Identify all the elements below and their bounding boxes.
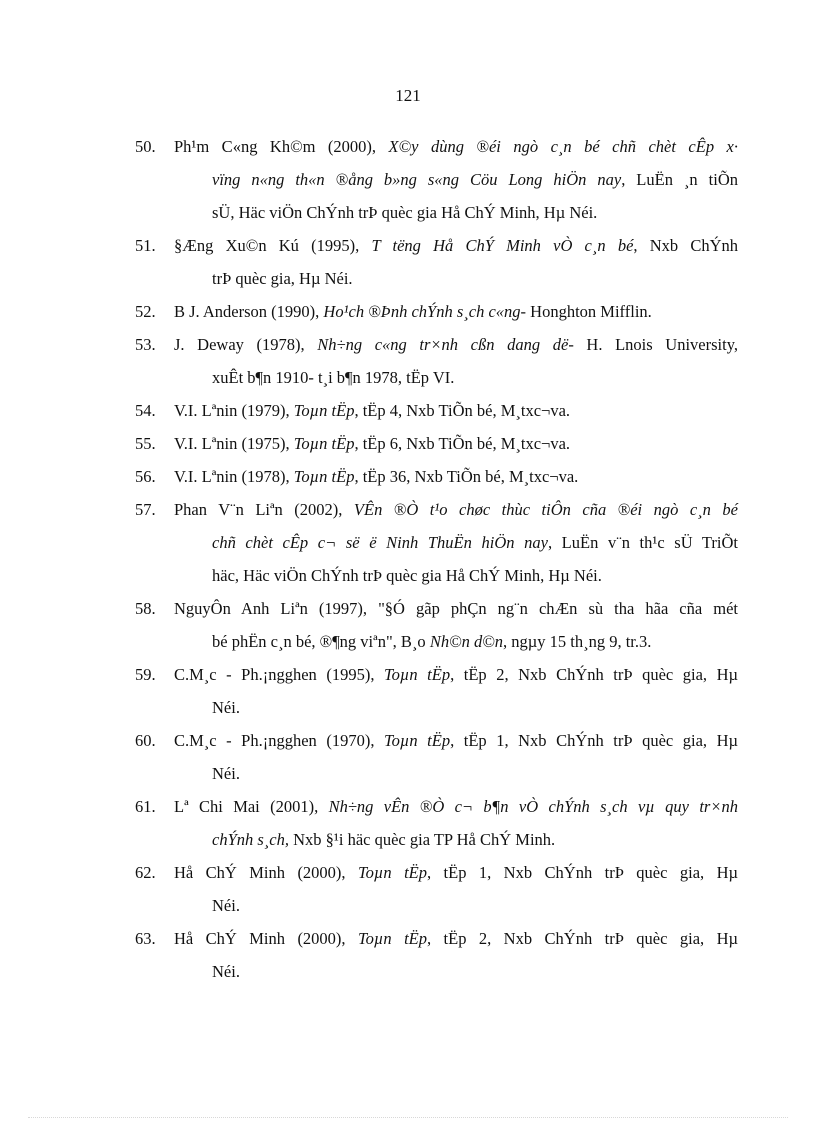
reference-text: , LuËn ¸n tiÕn [621, 170, 738, 189]
reference-line [212, 889, 240, 922]
reference-text: , tËp 2, Nxb ChÝnh trÞ quèc gia, Hµ [450, 665, 738, 684]
bottom-divider [28, 1117, 788, 1118]
reference-text: trÞ quèc gia, Hµ Néi. [212, 269, 353, 288]
reference-text: , tËp 4, Nxb TiÕn bé, M¸txc¬va. [354, 401, 571, 420]
reference-title-text: Toµn tËp [293, 434, 355, 453]
reference-text: , tËp 6, Nxb TiÕn bé, M¸txc¬va. [354, 434, 571, 453]
reference-text: häc, Häc viÖn ChÝnh trÞ quèc gia Hå ChÝ Minh, Hµ Néi. [212, 566, 602, 585]
reference-title-text: Toµn tËp [383, 731, 451, 750]
reference-number: 62. [135, 863, 156, 882]
reference-text: , tËp 1, Nxb ChÝnh trÞ quèc gia, Hµ [427, 863, 739, 882]
reference-number: 54. [135, 401, 156, 420]
reference-number: 60. [135, 731, 156, 750]
reference-text: Phan V¨n Liªn (2002), [174, 500, 354, 519]
reference-title-text: X©y dùng ®éi ngò c¸n bé chñ chèt cÊp x· [388, 137, 738, 156]
reference-title-text: Toµn tËp [357, 863, 427, 882]
reference-line [212, 559, 602, 592]
reference-title-text: Toµn tËp [293, 467, 355, 486]
reference-text: sÜ, Häc viÖn ChÝnh trÞ quèc gia Hå ChÝ Minh, Hµ Néi. [212, 203, 598, 222]
reference-text: Néi. [212, 962, 240, 981]
reference-number: 50. [135, 137, 156, 156]
reference-line [174, 658, 738, 691]
reference-title-text: Toµn tËp [383, 665, 451, 684]
reference-line [212, 196, 597, 229]
reference-text: , tËp 1, Nxb ChÝnh trÞ quèc gia, Hµ [450, 731, 738, 750]
reference-text: bé phËn c¸n bé, ®¶ng viªn", B¸o [212, 632, 430, 651]
page-number: 121 [395, 86, 421, 105]
reference-line [174, 460, 578, 493]
reference-number: 59. [135, 665, 156, 684]
reference-text: §Æng Xu©n Kú (1995), [174, 236, 372, 255]
reference-line [174, 328, 738, 361]
reference-number: 61. [135, 797, 156, 816]
reference-text: B J. Anderson (1990), [174, 302, 324, 321]
reference-number: 52. [135, 302, 156, 321]
reference-text: - H. Lnois University, [568, 335, 739, 354]
reference-text: Néi. [212, 896, 240, 915]
reference-number: 63. [135, 929, 156, 948]
reference-line [174, 427, 570, 460]
reference-line [212, 526, 738, 559]
reference-number: 55. [135, 434, 156, 453]
reference-number: 51. [135, 236, 156, 255]
reference-line [174, 130, 738, 163]
reference-title-text: Nh©n d©n [429, 632, 504, 651]
reference-line [174, 295, 652, 328]
reference-text: - Honghton Mifflin. [520, 302, 652, 321]
reference-title-text: T tëng Hå ChÝ Minh vÒ c¸n bé [371, 236, 634, 255]
reference-title-text: chÝnh s¸ch, [212, 830, 289, 849]
reference-line [174, 790, 738, 823]
reference-text: V.I. Lªnin (1979), [174, 401, 294, 420]
reference-line [174, 394, 570, 427]
reference-title-text: Nh÷ng vÊn ®Ò c¬ b¶n vÒ chÝnh s¸ch vµ quy tr×nh [328, 797, 738, 816]
reference-number: 58. [135, 599, 156, 618]
reference-text: Néi. [212, 698, 240, 717]
reference-text: Lª Chi Mai (2001), [174, 797, 329, 816]
reference-text: xuÊt b¶n 1910- t¸i b¶n 1978, tËp VI. [212, 368, 455, 387]
reference-text: Hå ChÝ Minh (2000), [174, 929, 358, 948]
reference-text: , LuËn v¨n th¹c sÜ TriÕt [547, 533, 739, 552]
reference-title-text: Nh÷ng c«ng tr×nh cßn dang dë [317, 335, 569, 354]
reference-line [212, 691, 240, 724]
reference-text: , tËp 2, Nxb ChÝnh trÞ quèc gia, Hµ [427, 929, 739, 948]
reference-title-text: vïng n«ng th«n ®ång b»ng s«ng Cöu Long hiÖn nay [212, 170, 622, 189]
reference-line [212, 757, 240, 790]
reference-line [212, 955, 240, 988]
reference-line [174, 493, 738, 526]
reference-line [174, 229, 738, 262]
reference-text: , ngµy 15 th¸ng 9, tr.3. [503, 632, 652, 651]
reference-title-text: Toµn tËp [357, 929, 427, 948]
reference-text: J. Deway (1978), [174, 335, 318, 354]
reference-line [212, 361, 454, 394]
reference-line [212, 625, 651, 658]
reference-text: Néi. [212, 764, 240, 783]
reference-title-text: Ho¹ch ®Þnh chÝnh s¸ch c«ng [323, 302, 521, 321]
reference-line [174, 922, 738, 955]
reference-text: Hå ChÝ Minh (2000), [174, 863, 358, 882]
reference-number: 53. [135, 335, 156, 354]
reference-number: 57. [135, 500, 156, 519]
reference-title-text: chñ chèt cÊp c¬ së ë Ninh ThuËn hiÖn nay [212, 533, 548, 552]
reference-line [212, 823, 555, 856]
reference-text: , Nxb ChÝnh [633, 236, 739, 255]
reference-line [174, 856, 738, 889]
reference-line [174, 724, 738, 757]
reference-text: V.I. Lªnin (1978), [174, 467, 294, 486]
reference-title-text: VÊn ®Ò t¹o chøc thùc tiÔn cña ®éi ngò c¸n bé [353, 500, 738, 519]
reference-line [212, 163, 738, 196]
reference-text: V.I. Lªnin (1975), [174, 434, 294, 453]
reference-text: NguyÔn Anh Liªn (1997), "§Ó gãp phÇn ng¨n chÆn sù tha hãa cña mét [174, 599, 738, 618]
reference-number: 56. [135, 467, 156, 486]
reference-text: C.M¸c - Ph.¡ngghen (1995), [174, 665, 384, 684]
reference-line [174, 592, 738, 625]
reference-title-text: Toµn tËp [293, 401, 355, 420]
reference-text: , tËp 36, Nxb TiÕn bé, M¸txc¬va. [354, 467, 579, 486]
reference-text: Nxb §¹i häc quèc gia TP Hå ChÝ Minh. [289, 830, 556, 849]
reference-text: C.M¸c - Ph.¡ngghen (1970), [174, 731, 384, 750]
reference-text: Ph¹m C«ng Kh©m (2000), [174, 137, 389, 156]
reference-line [212, 262, 353, 295]
